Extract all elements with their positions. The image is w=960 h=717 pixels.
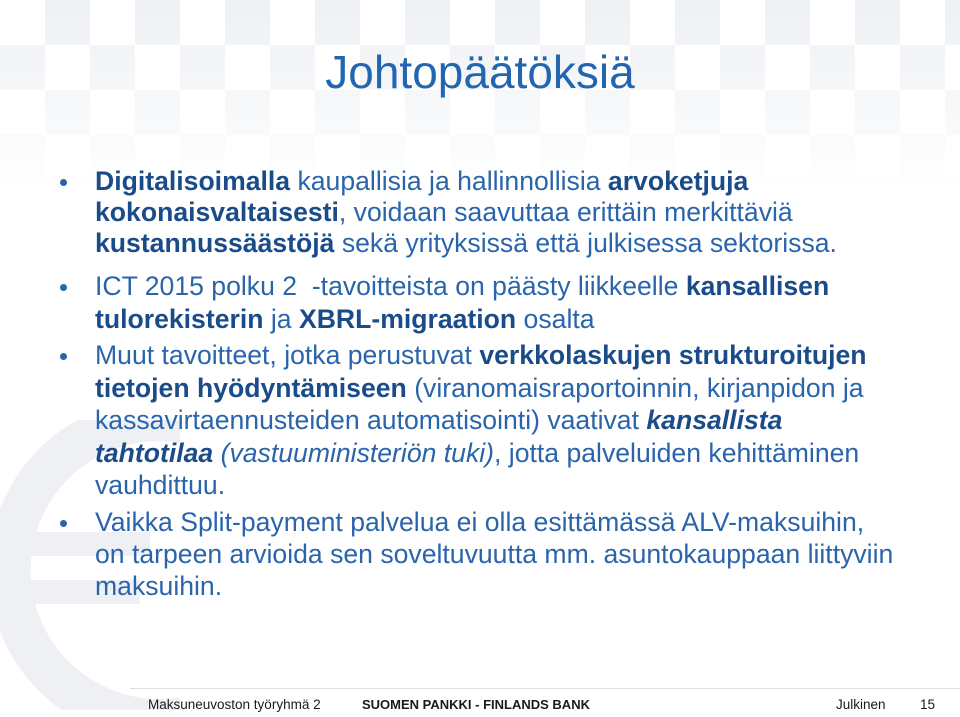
- footer-organization: SUOMEN PANKKI - FINLANDS BANK: [362, 697, 590, 712]
- bullet-dot-icon: [60, 353, 67, 360]
- text-segment: ICT 2015 polku 2 -tavoitteista on päästy liikkeelle: [95, 271, 686, 301]
- bullet-line: [95, 303, 935, 336]
- bullet-line: [95, 228, 935, 259]
- text-segment-bold: arvoketjuja: [607, 166, 749, 196]
- text-segment: osalta: [516, 303, 595, 334]
- text-segment-bold: Digitalisoimalla: [95, 166, 291, 196]
- bullet-line: [95, 570, 935, 602]
- bullet-line: [95, 166, 935, 197]
- bullet-dot-icon: [60, 520, 67, 527]
- text-segment: Muut tavoitteet, jotka perustuvat: [95, 340, 480, 370]
- bullet-line: [95, 437, 935, 470]
- text-segment: (viranomaisraportoinnin, kirjanpidon ja: [406, 372, 864, 403]
- text-segment-bold: tulorekisterin: [95, 303, 264, 334]
- text-segment: vauhdittuu.: [95, 470, 226, 500]
- text-segment: kaupallisia ja hallinnollisia: [290, 166, 608, 196]
- bullet-line: [95, 404, 935, 437]
- bullet-item-ict-2015: [95, 270, 935, 335]
- bullet-item-other-goals: [95, 339, 935, 502]
- footer-group-name: Maksuneuvoston työryhmä 2: [148, 697, 321, 712]
- bullet-line: [95, 538, 935, 570]
- footer-divider: [130, 688, 960, 689]
- text-segment-bold-italic: tahtotilaa: [95, 437, 214, 468]
- text-segment: maksuihin.: [95, 571, 223, 601]
- slide-title: Johtopäätöksiä: [325, 46, 635, 98]
- bullet-line: [95, 339, 935, 372]
- text-segment-bold: tietojen hyödyntämiseen: [95, 372, 407, 403]
- text-segment: , voidaan saavuttaa erittäin merkittäviä: [338, 197, 793, 227]
- text-segment-bold: XBRL-migraation: [298, 303, 517, 334]
- text-segment-bold-italic: kansallista: [646, 405, 783, 435]
- bullet-line: [95, 270, 935, 303]
- text-segment: , jotta palveluiden kehittäminen: [494, 437, 860, 468]
- bullet-line: [95, 197, 935, 228]
- text-segment-bold: verkkolaskujen strukturoitujen: [479, 340, 867, 370]
- footer-page-number: 15: [920, 697, 936, 712]
- text-segment-italic: (vastuuministeriön tuki): [213, 437, 495, 468]
- bullet-item-digitalization: [95, 166, 935, 259]
- text-segment: kassavirtaennusteiden automatisointi) vaativat: [95, 405, 647, 435]
- text-segment: ja: [263, 303, 299, 334]
- text-segment: on tarpeen arvioida sen soveltuvuutta mm. asuntokauppaan liittyviin: [95, 539, 894, 569]
- text-segment: sekä yrityksissä että julkisessa sektorissa.: [334, 228, 837, 258]
- bullet-line: [95, 372, 935, 405]
- bullet-line: [95, 506, 935, 538]
- bullet-dot-icon: [60, 284, 67, 291]
- text-segment-bold: kokonaisvaltaisesti: [95, 197, 339, 227]
- bullet-dot-icon: [60, 179, 67, 186]
- text-segment: Vaikka Split-payment palvelua ei olla esittämässä ALV-maksuihin,: [95, 507, 865, 537]
- bullet-item-split-payment: [95, 506, 935, 602]
- bullet-line: [95, 469, 935, 502]
- text-segment-bold: kansallisen: [685, 271, 830, 301]
- text-segment-bold: kustannussäästöjä: [95, 228, 335, 258]
- footer-classification: Julkinen: [836, 697, 886, 712]
